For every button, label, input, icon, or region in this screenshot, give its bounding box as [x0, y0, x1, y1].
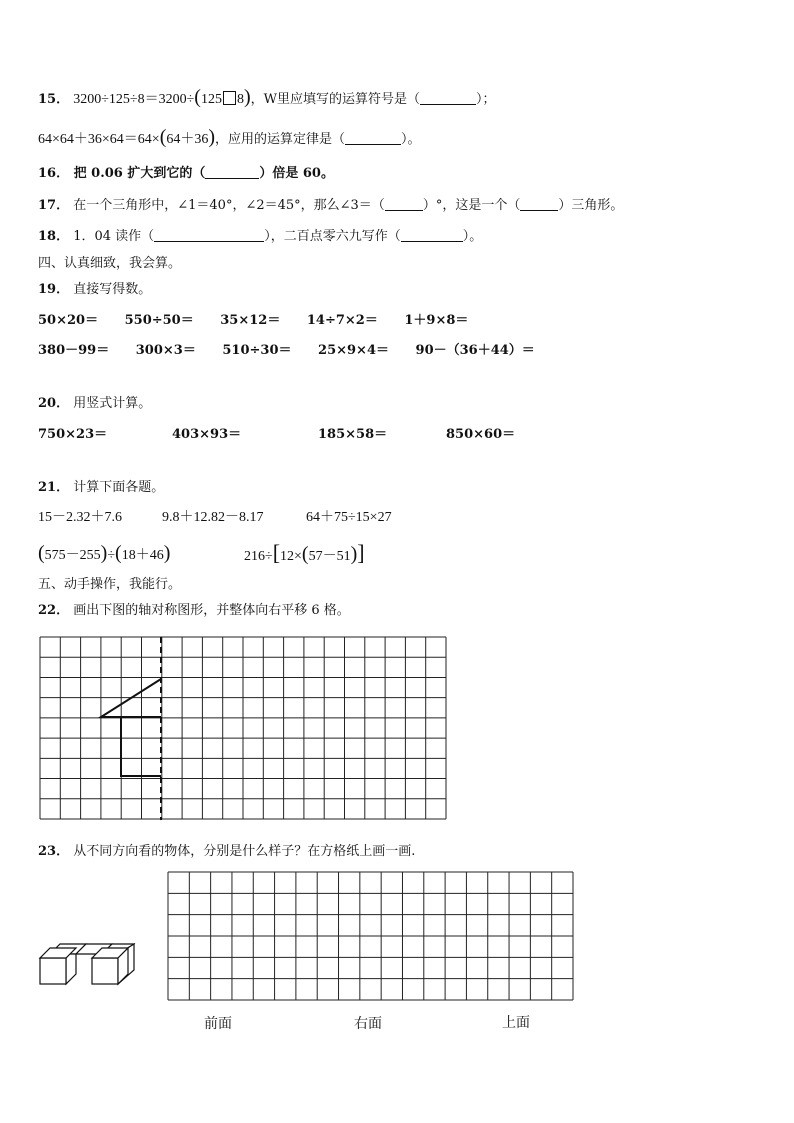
q15-expression2: 64×64＋36×64＝64×(64＋36)	[38, 126, 216, 148]
q18-number: 18．	[38, 229, 70, 244]
q15-expr-text: 3200÷125÷8＝3200÷	[73, 92, 195, 107]
q15-text2: ，应用的运算定律是（	[215, 132, 346, 147]
q15-expression: 3200÷125÷8＝3200÷(125 8)	[73, 86, 251, 108]
q15-expr2-paren: 64＋36	[166, 132, 209, 147]
q23-text: 从不同方向看的物体，分别是什么样子？在方格纸上画一画.	[73, 844, 416, 859]
q19-title-line	[38, 281, 151, 299]
q17-angle-blank[interactable]	[385, 197, 423, 211]
oral-calc-item: 1＋9×8＝	[404, 313, 469, 328]
q23-title-line	[38, 843, 415, 861]
oral-calc-item: 35×12＝	[220, 313, 281, 328]
q18-line	[38, 228, 482, 246]
q21-expr-2: 9.8＋12.82－8.17	[162, 510, 264, 525]
q21-expr-3: 64＋75÷15×27	[306, 510, 392, 525]
q18-text-c: ）。	[462, 229, 483, 244]
q21-expr-4: (575－255)÷(18＋46)	[38, 542, 171, 564]
q20-number: 20．	[38, 396, 70, 411]
oral-calc-item: 90－（36＋44）＝	[415, 343, 535, 358]
q15-line1	[38, 88, 496, 109]
q21-expr5-in: 12×	[280, 549, 302, 564]
q22-title-line	[38, 602, 350, 620]
q22-grid-figure[interactable]	[40, 637, 447, 820]
q17-text-b: ）°，这是一个（	[422, 198, 521, 213]
q16-line	[38, 165, 334, 183]
section-4-heading: 四、认真细致，我会算。	[38, 256, 182, 271]
q15-number: 15．	[38, 92, 70, 107]
q17-line	[38, 197, 623, 215]
q17-text-a: 在一个三角形中，∠1＝40°，∠2＝45°，那么∠3＝（	[73, 198, 385, 213]
cube-solid-figure	[38, 940, 138, 988]
q23-number: 23．	[38, 844, 70, 859]
q16-text-a: 把 0.06 扩大到它的（	[73, 166, 206, 181]
q20-title-line	[38, 395, 151, 413]
q21-expr-5: 216÷[12×(57－51)]	[244, 540, 365, 565]
q18-read-blank[interactable]	[154, 228, 264, 242]
q19-number: 19．	[38, 282, 70, 297]
q21-expr5-paren: 57－51	[308, 549, 351, 564]
oral-calc-item: 380－99＝	[38, 343, 110, 358]
q18-write-blank[interactable]	[401, 228, 463, 242]
q15-answer-blank[interactable]	[420, 91, 476, 105]
oral-calc-item: 550÷50＝	[124, 313, 194, 328]
oral-calc-item: 25×9×4＝	[318, 343, 389, 358]
q19-row1	[38, 312, 490, 330]
oral-calc-item: 50×20＝	[38, 313, 99, 328]
q15-paren-b: 8	[236, 92, 244, 107]
q19-row2	[38, 342, 557, 360]
q21-expr4-a: 575－255	[44, 548, 101, 563]
q21-number: 21．	[38, 480, 70, 495]
oral-calc-item: 510÷30＝	[222, 343, 292, 358]
q20-item-4: 850×60＝	[446, 427, 516, 442]
q20-item-1: 750×23＝	[38, 427, 108, 442]
q23-grid-lines	[168, 872, 573, 1000]
q21-expr5-pre: 216÷	[244, 549, 273, 564]
q20-item-3: 185×58＝	[318, 427, 388, 442]
oral-calc-item: 14÷7×2＝	[306, 313, 378, 328]
q21-expr-1: 15－2.32＋7.6	[38, 510, 122, 525]
q22-number: 22．	[38, 603, 70, 618]
q15-text: ，W里应填写的运算符号是（	[250, 92, 421, 107]
q18-text-a: 1．04 读作（	[73, 229, 155, 244]
q23-grid[interactable]	[168, 872, 574, 1001]
label-right: 右面	[354, 1016, 382, 1032]
q15-expr2-text: 64×64＋36×64＝64×	[38, 132, 160, 147]
section-5-heading: 五、动手操作，我能行。	[38, 577, 182, 592]
q16-text-b: ）倍是 60。	[259, 166, 334, 181]
q15-line2	[38, 128, 421, 149]
q21-expr4-op: ÷	[107, 548, 116, 563]
q15-text2-end: ）。	[401, 132, 421, 147]
q17-type-blank[interactable]	[520, 197, 558, 211]
label-top: 上面	[502, 1015, 530, 1031]
q16-answer-blank[interactable]	[205, 165, 259, 179]
q22-text: 画出下图的轴对称图形，并整体向右平移 6 格。	[73, 603, 350, 618]
q20-item-2: 403×93＝	[172, 427, 242, 442]
q17-text-c: ）三角形。	[558, 198, 624, 213]
q17-number: 17．	[38, 198, 70, 213]
q20-title: 用竖式计算。	[73, 396, 152, 411]
oral-calc-item: 300×3＝	[135, 343, 196, 358]
q21-expr4-b: 18＋46	[121, 548, 164, 563]
q22-grid-lines	[40, 637, 446, 819]
q15-law-blank[interactable]	[345, 131, 401, 145]
q18-text-b: ），二百点零六九写作（	[264, 229, 401, 244]
q22-shape	[101, 679, 161, 776]
q15-paren-a: 125	[200, 92, 222, 107]
q21-title: 计算下面各题。	[73, 480, 165, 495]
label-front: 前面	[204, 1016, 232, 1032]
q21-title-line	[38, 479, 164, 497]
q19-title: 直接写得数。	[73, 282, 152, 297]
blank-square-box[interactable]	[223, 91, 236, 105]
q15-text-end: ）；	[476, 92, 496, 107]
q16-number: 16．	[38, 166, 70, 181]
